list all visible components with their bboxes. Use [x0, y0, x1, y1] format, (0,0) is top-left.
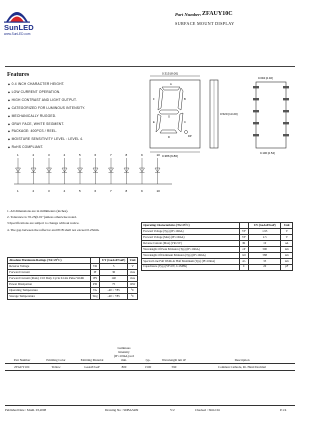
- cell: iFS: [90, 275, 99, 281]
- dim-pitch-label: 0.100 [2.54]: [260, 151, 275, 155]
- features-title: Features: [7, 72, 30, 78]
- cell: 1.95: [248, 228, 281, 234]
- pin-number-top: 9: [141, 153, 143, 157]
- pin-number-bottom: 5: [79, 189, 81, 193]
- pin-number-top: 10: [156, 153, 160, 157]
- circuit-schematic: [8, 150, 178, 200]
- published-date: Published Date : MAR. 03,2008: [5, 408, 47, 412]
- cell: Power Dissipation: [8, 281, 91, 287]
- segment-label-c: C: [184, 121, 186, 124]
- col-emitting-color: Emitting Color: [39, 345, 73, 364]
- cell: Tstg: [92, 293, 98, 298]
- cell: V: [128, 263, 138, 269]
- cell: pF: [281, 264, 293, 270]
- cell: Forward Current (Peak) 1/10 Duty Cycle 0.1ms Pulse Width: [8, 275, 91, 281]
- feature-item: ◆ MECHANICALLY RUGGED.: [8, 113, 128, 121]
- cell: ZFAUY10C: [5, 364, 39, 371]
- segment-label-g: G: [168, 115, 171, 119]
- pin-number-top: 7: [110, 153, 112, 157]
- cell: 588: [248, 252, 281, 258]
- version: V:2: [170, 408, 175, 412]
- brand-logo: [4, 6, 44, 36]
- pin-number-top: 6: [94, 153, 97, 157]
- absolute-max-table: [7, 257, 138, 300]
- page-number: P.1/4: [280, 408, 287, 412]
- cell: Wavelength Of Peak Emission (Typ) (IF=10mA): [142, 246, 240, 252]
- pad-view-outline: [256, 82, 286, 148]
- feature-item: ◆ 0.4 INCH CHARACTER HEIGHT.: [8, 81, 128, 89]
- cell: λD: [239, 252, 248, 258]
- cell: IR: [239, 240, 248, 246]
- cell: V: [281, 228, 293, 234]
- segment-label-f: F: [153, 98, 155, 101]
- pin-number-top: 8: [125, 153, 128, 157]
- cell: uA: [281, 240, 293, 246]
- amr-header-unit: Unit: [129, 257, 136, 262]
- note-line: 4. The gap between the reflector and PCB shall not exceed 0.25mm.: [7, 227, 100, 232]
- feature-item: ◆ PACKAGE: 400PCS / REEL.: [8, 128, 128, 136]
- pin-number-top: 2: [32, 153, 35, 157]
- feature-item: ◆ CATEGORIZED FOR LUMINOUS INTENSITY.: [8, 105, 128, 113]
- header-divider: [5, 66, 295, 67]
- col-part-number: Part Number: [5, 345, 39, 364]
- brand-url: www.SunLED.com: [4, 32, 31, 36]
- pad-array: [253, 86, 289, 136]
- table-row: [142, 264, 293, 270]
- cell: VF: [239, 234, 248, 240]
- pin-number-bottom: 3: [48, 189, 50, 193]
- pin-number-bottom: 4: [63, 189, 66, 193]
- cell: 35: [248, 258, 281, 264]
- col-emitting-material: Emitting Material: [73, 345, 111, 364]
- feature-item: ◆ MOISTURE SENSITIVITY LEVEL : LEVEL 4.: [8, 136, 128, 144]
- drawing-number: Drawing No : SDBA5409: [105, 408, 139, 412]
- cell: 800: [111, 364, 137, 371]
- note-line: 2. Tolerance is ±0.25(0.01")unless otherwise noted.: [7, 215, 77, 220]
- cell: λP: [239, 246, 248, 252]
- cell: nm: [281, 258, 293, 264]
- cell: Common Cathode, Rt. Hand Decimal: [189, 364, 295, 371]
- cell: Operating Temperature: [8, 287, 91, 293]
- note-line: 1. All dimensions are in millimeters (inches).: [7, 209, 69, 213]
- dim-top-label: 0.315 [8.00]: [162, 71, 178, 76]
- table-row: [5, 364, 295, 371]
- table-row: [8, 293, 138, 299]
- pin-number-bottom: 10: [156, 189, 160, 193]
- front-view-drawing: [140, 70, 300, 158]
- cell: -40 ~ +85: [100, 293, 128, 299]
- pin-number-bottom: 8: [125, 189, 128, 193]
- cell: Reverse Current (Max) (VR=5V): [142, 240, 240, 246]
- cell: nm: [281, 252, 293, 258]
- checked-by: Checked : Shin Chi: [195, 408, 220, 412]
- pin-number-bottom: 2: [32, 189, 35, 193]
- cell: nm: [281, 246, 293, 252]
- note-line: 3.Specifications are subject to change without notice.: [7, 221, 80, 226]
- cell: 590: [159, 364, 189, 371]
- cell: Forward Current: [8, 269, 91, 275]
- cell: TA: [90, 287, 99, 293]
- part-number-label: Part Number:: [175, 12, 202, 17]
- opt-header-unit: Unit: [281, 223, 293, 229]
- dim-width-label: 0.386 [9.80]: [162, 154, 178, 158]
- cell: 5: [100, 263, 128, 269]
- cell: 75: [100, 281, 128, 287]
- pin-number-top: 3: [48, 153, 50, 157]
- cell: Reverse Voltage: [8, 263, 91, 269]
- feature-item: ◆ RoHS COMPLIANT.: [8, 144, 128, 152]
- pin-number-bottom: 1: [17, 189, 19, 193]
- cell: Capacitance (Typ) (VF=0V, f=1MHz): [142, 264, 240, 270]
- cell: °C: [128, 287, 138, 293]
- document-subtitle: SURFACE MOUNT DISPLAY: [175, 21, 235, 26]
- cell: 30: [100, 269, 128, 275]
- diode-row: [16, 153, 161, 193]
- cell: PD: [90, 281, 99, 287]
- opt-header-uy: UY (GaAsP/GaP): [248, 223, 281, 229]
- pin-number-bottom: 6: [94, 189, 97, 193]
- pin-number-top: 5: [79, 153, 81, 157]
- segment-label-dp: DP: [188, 135, 192, 138]
- dim-side-label: 0.094 [2.40]: [258, 76, 273, 80]
- feature-item: ◆ HIGH CONTRAST AND LIGHT OUTPUT.: [8, 97, 128, 105]
- col-intensity-min: Luminous Intensity (IF=10mA) ucd min.: [111, 345, 137, 364]
- cell: 2.5: [248, 234, 281, 240]
- cell: Yellow: [39, 364, 73, 371]
- cell: -40 ~ +85: [100, 287, 128, 293]
- cell: mW: [128, 281, 138, 287]
- sunled-logo-icon: [4, 6, 30, 24]
- brand-name: SunLED: [4, 23, 34, 32]
- col-wavelength: Wavelength nm λP: [159, 345, 189, 364]
- pin-number-top: 1: [17, 153, 19, 157]
- part-number: ZFAUY10C: [202, 11, 233, 17]
- cell: Wavelength Of Dominant Emission (Typ) (IF=10mA): [142, 252, 240, 258]
- amr-header-param: Absolute Maximum Ratings (TA=25°C): [8, 258, 91, 264]
- opt-header-param: Operating Characteristics (TA=25°C): [142, 223, 240, 229]
- features-list: [8, 81, 128, 152]
- cell: IF: [90, 269, 99, 275]
- part-selection-table: [5, 345, 295, 371]
- cell: °C: [128, 293, 138, 299]
- cell: 590: [248, 246, 281, 252]
- feature-item: ◆ LOW CURRENT OPERATION.: [8, 89, 128, 97]
- pin-number-bottom: 7: [110, 189, 112, 193]
- cell: mA: [128, 269, 138, 275]
- cell: 10: [248, 240, 281, 246]
- pin-number-top: 4: [63, 153, 66, 157]
- col-intensity-typ: typ.: [137, 345, 159, 364]
- cell: VR: [90, 263, 99, 269]
- cell: Spectral Line Full Width At Half Maximum (Typ) (IF=10mA): [142, 258, 240, 264]
- amr-header-uy: UY (GaAsP/GaP): [100, 258, 128, 264]
- cell: 20: [248, 264, 281, 270]
- notes-block: [7, 208, 147, 233]
- cell: mA: [128, 275, 138, 281]
- segment-label-d: D: [168, 136, 170, 139]
- cell: GaAsP/GaP: [73, 364, 111, 371]
- cell: 140: [100, 275, 128, 281]
- cell: Δλ: [239, 258, 248, 264]
- operating-characteristics-table: [141, 222, 293, 271]
- cell: Storage Temperature: [8, 293, 91, 299]
- feature-item: ◆ GRAY FACE, WHITE SEGMENT.: [8, 121, 128, 129]
- segment-label-a: A: [170, 83, 172, 86]
- cell: VF: [239, 228, 248, 234]
- cell: Forward Voltage (Typ) (IF=10mA): [142, 228, 240, 234]
- pin-number-bottom: 9: [141, 189, 143, 193]
- footer: [5, 405, 295, 412]
- col-description: Description: [189, 345, 295, 364]
- cell: C: [239, 264, 248, 270]
- segment-label-e: E: [153, 121, 155, 124]
- digit-segments-icon: [156, 87, 188, 134]
- segment-label-b: B: [184, 98, 186, 101]
- dim-height-label: 0.520 [13.20]: [220, 112, 238, 116]
- cell: Forward Voltage (Max) (IF=10mA): [142, 234, 240, 240]
- cell: 1500: [137, 364, 159, 371]
- cell: V: [281, 234, 293, 240]
